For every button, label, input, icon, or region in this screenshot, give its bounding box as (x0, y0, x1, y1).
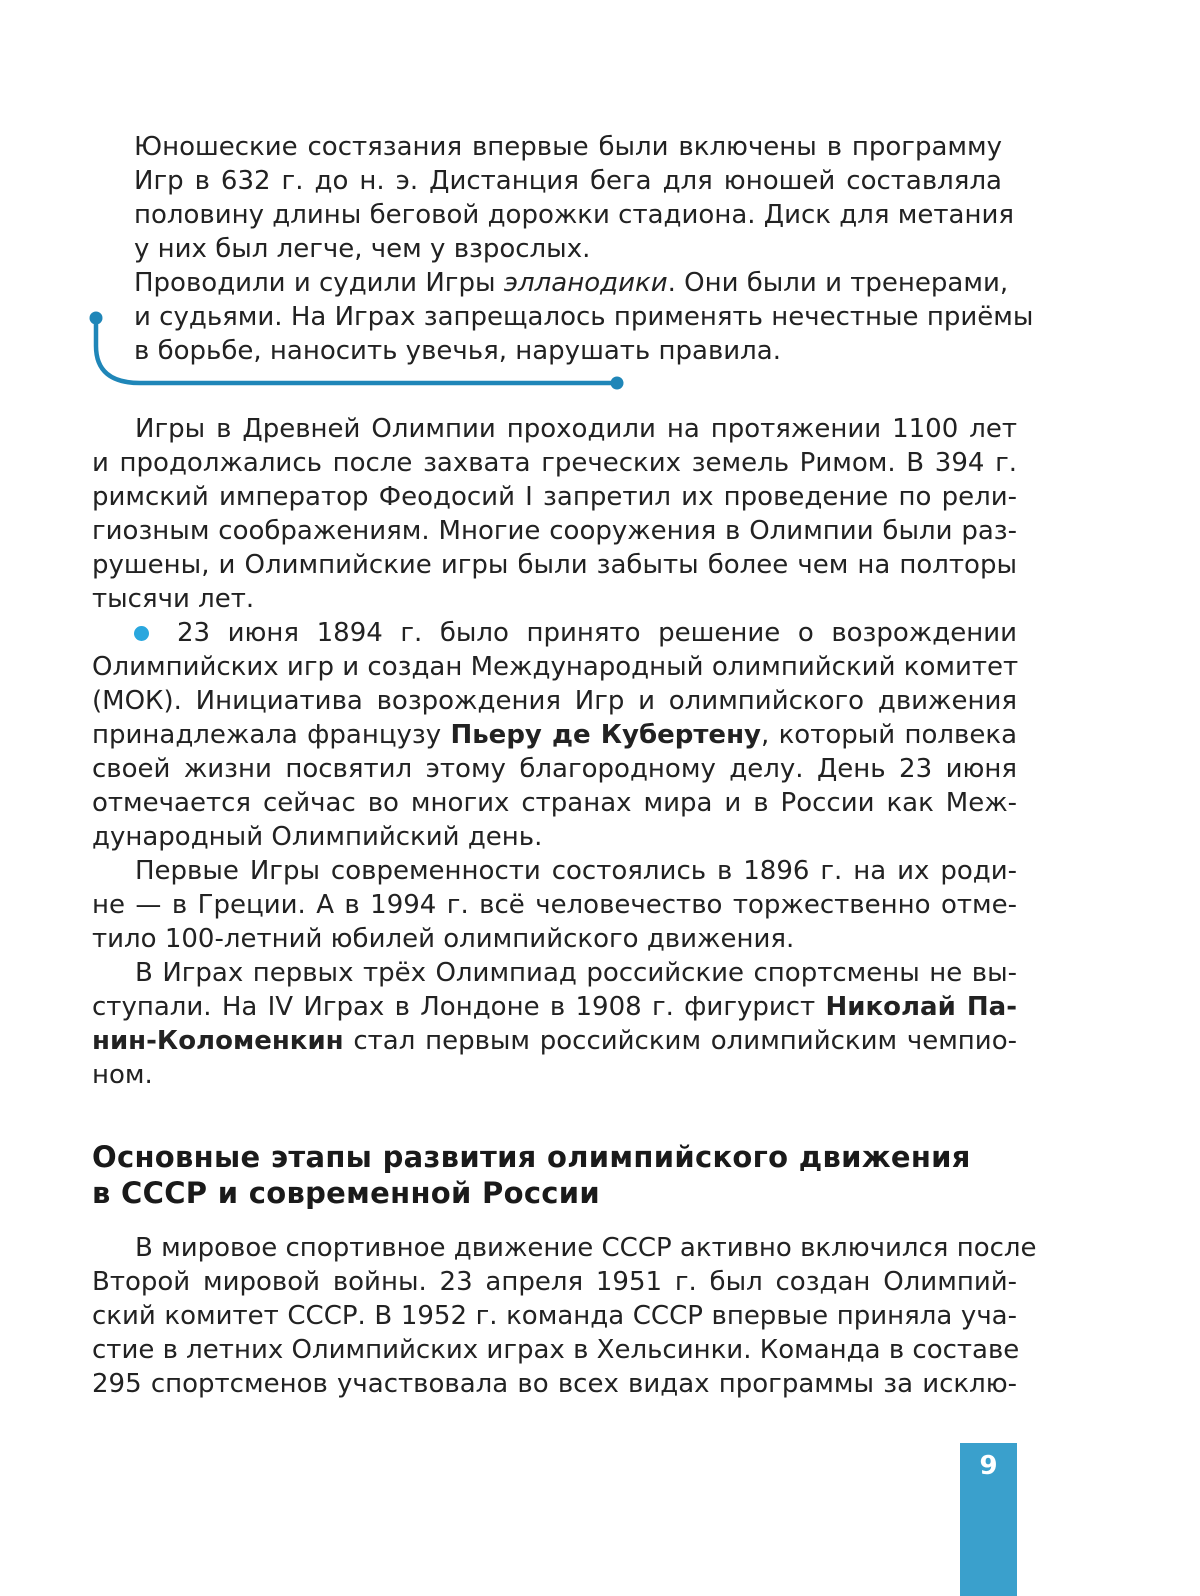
bullet-dot-icon (134, 626, 149, 641)
text-line: своей жизни посвятил этому благородному делу. День 23 июня (92, 754, 1017, 784)
page-number-tab (960, 1443, 1017, 1596)
text-line: и продолжались после захвата греческих земель Римом. В 394 г. (92, 448, 1017, 478)
section-body-text (92, 1231, 1037, 1401)
section-heading (92, 1139, 1032, 1211)
text-line: дународный Олимпийский день. (92, 822, 543, 852)
text-line: половину длины беговой дорожки стадиона. Диск для метания (134, 200, 1014, 230)
text-line: (МОК). Инициатива возрождения Игр и олимпийского движения (92, 686, 1017, 716)
text-line: Юношеские состязания впервые были включены в программу (134, 132, 1002, 162)
text-line: ном. (92, 1060, 153, 1090)
heading-line: в СССР и современной России (92, 1176, 601, 1210)
text-line: не — в Греции. А в 1994 г. всё человечество торжественно отме- (92, 890, 1017, 920)
text-line: Второй мировой войны. 23 апреля 1951 г. был создан Олимпий- (92, 1267, 1017, 1297)
text-line: 23 июня 1894 г. было принято решение о возрождении (92, 616, 1017, 650)
text-line: нин-Коломенкин стал первым российским олимпийским чемпио- (92, 1026, 1017, 1056)
paragraph (92, 854, 1017, 956)
person-name-bold: Николай Па- (825, 992, 1017, 1022)
heading-line: Основные этапы развития олимпийского движения (92, 1140, 971, 1174)
text-line: 295 спортсменов участвовала во всех видах программы за исклю- (92, 1369, 1017, 1399)
text-line: рушены, и Олимпийские игры были забыты более чем на полторы (92, 550, 1017, 580)
text-line: гиозным соображениям. Многие сооружения в Олимпии были раз- (92, 516, 1017, 546)
text-line: ступали. На IV Играх в Лондоне в 1908 г. фигурист Николай Па- (92, 992, 1017, 1022)
text-line: Игр в 632 г. до н. э. Дистанция бега для юношей составляла (134, 166, 1002, 196)
paragraph (92, 616, 1017, 854)
text-line: Проводили и судили Игры элланодики. Они были и тренерами, (134, 268, 1009, 298)
paragraph (92, 956, 1017, 1092)
text-line: стие в летних Олимпийских играх в Хельсинки. Команда в составе (92, 1335, 1020, 1365)
text-line: принадлежала французу Пьеру де Кубертену, который полвека (92, 720, 1018, 750)
main-body-text (92, 412, 1017, 1092)
text-line: тило 100-летний юбилей олимпийского движения. (92, 924, 795, 954)
page-number: 9 (979, 1451, 998, 1481)
term-italic: элланодики (503, 268, 668, 298)
text-line: Первые Игры современности состоялись в 1896 г. на их роди- (135, 856, 1017, 886)
text-line: в борьбе, наносить увечья, нарушать правила. (134, 336, 781, 366)
text-line: отмечается сейчас во многих странах мира и в России как Меж- (92, 788, 1017, 818)
text-line: В мировое спортивное движение СССР активно включился после (135, 1233, 1037, 1263)
text-line: римский император Феодосий I запретил их проведение по рели- (92, 482, 1017, 512)
text-line: и судьями. На Играх запрещалось применять нечестные приёмы (134, 302, 1034, 332)
person-name-bold: нин-Коломенкин (92, 1026, 344, 1056)
person-name-bold: Пьеру де Кубертену (450, 720, 761, 750)
text-line: ский комитет СССР. В 1952 г. команда СССР впервые приняла уча- (92, 1301, 1017, 1331)
text-line: тысячи лет. (92, 584, 255, 614)
text-line: Олимпийских игр и создан Международный олимпийский комитет (92, 652, 1019, 682)
text-line: Игры в Древней Олимпии проходили на протяжении 1100 лет (135, 414, 1017, 444)
text-line: у них был легче, чем у взрослых. (134, 234, 591, 264)
text-line: В Играх первых трёх Олимпиад российские спортсмены не вы- (135, 958, 1017, 988)
sidebar-note-text (134, 130, 1034, 368)
paragraph (92, 412, 1017, 616)
